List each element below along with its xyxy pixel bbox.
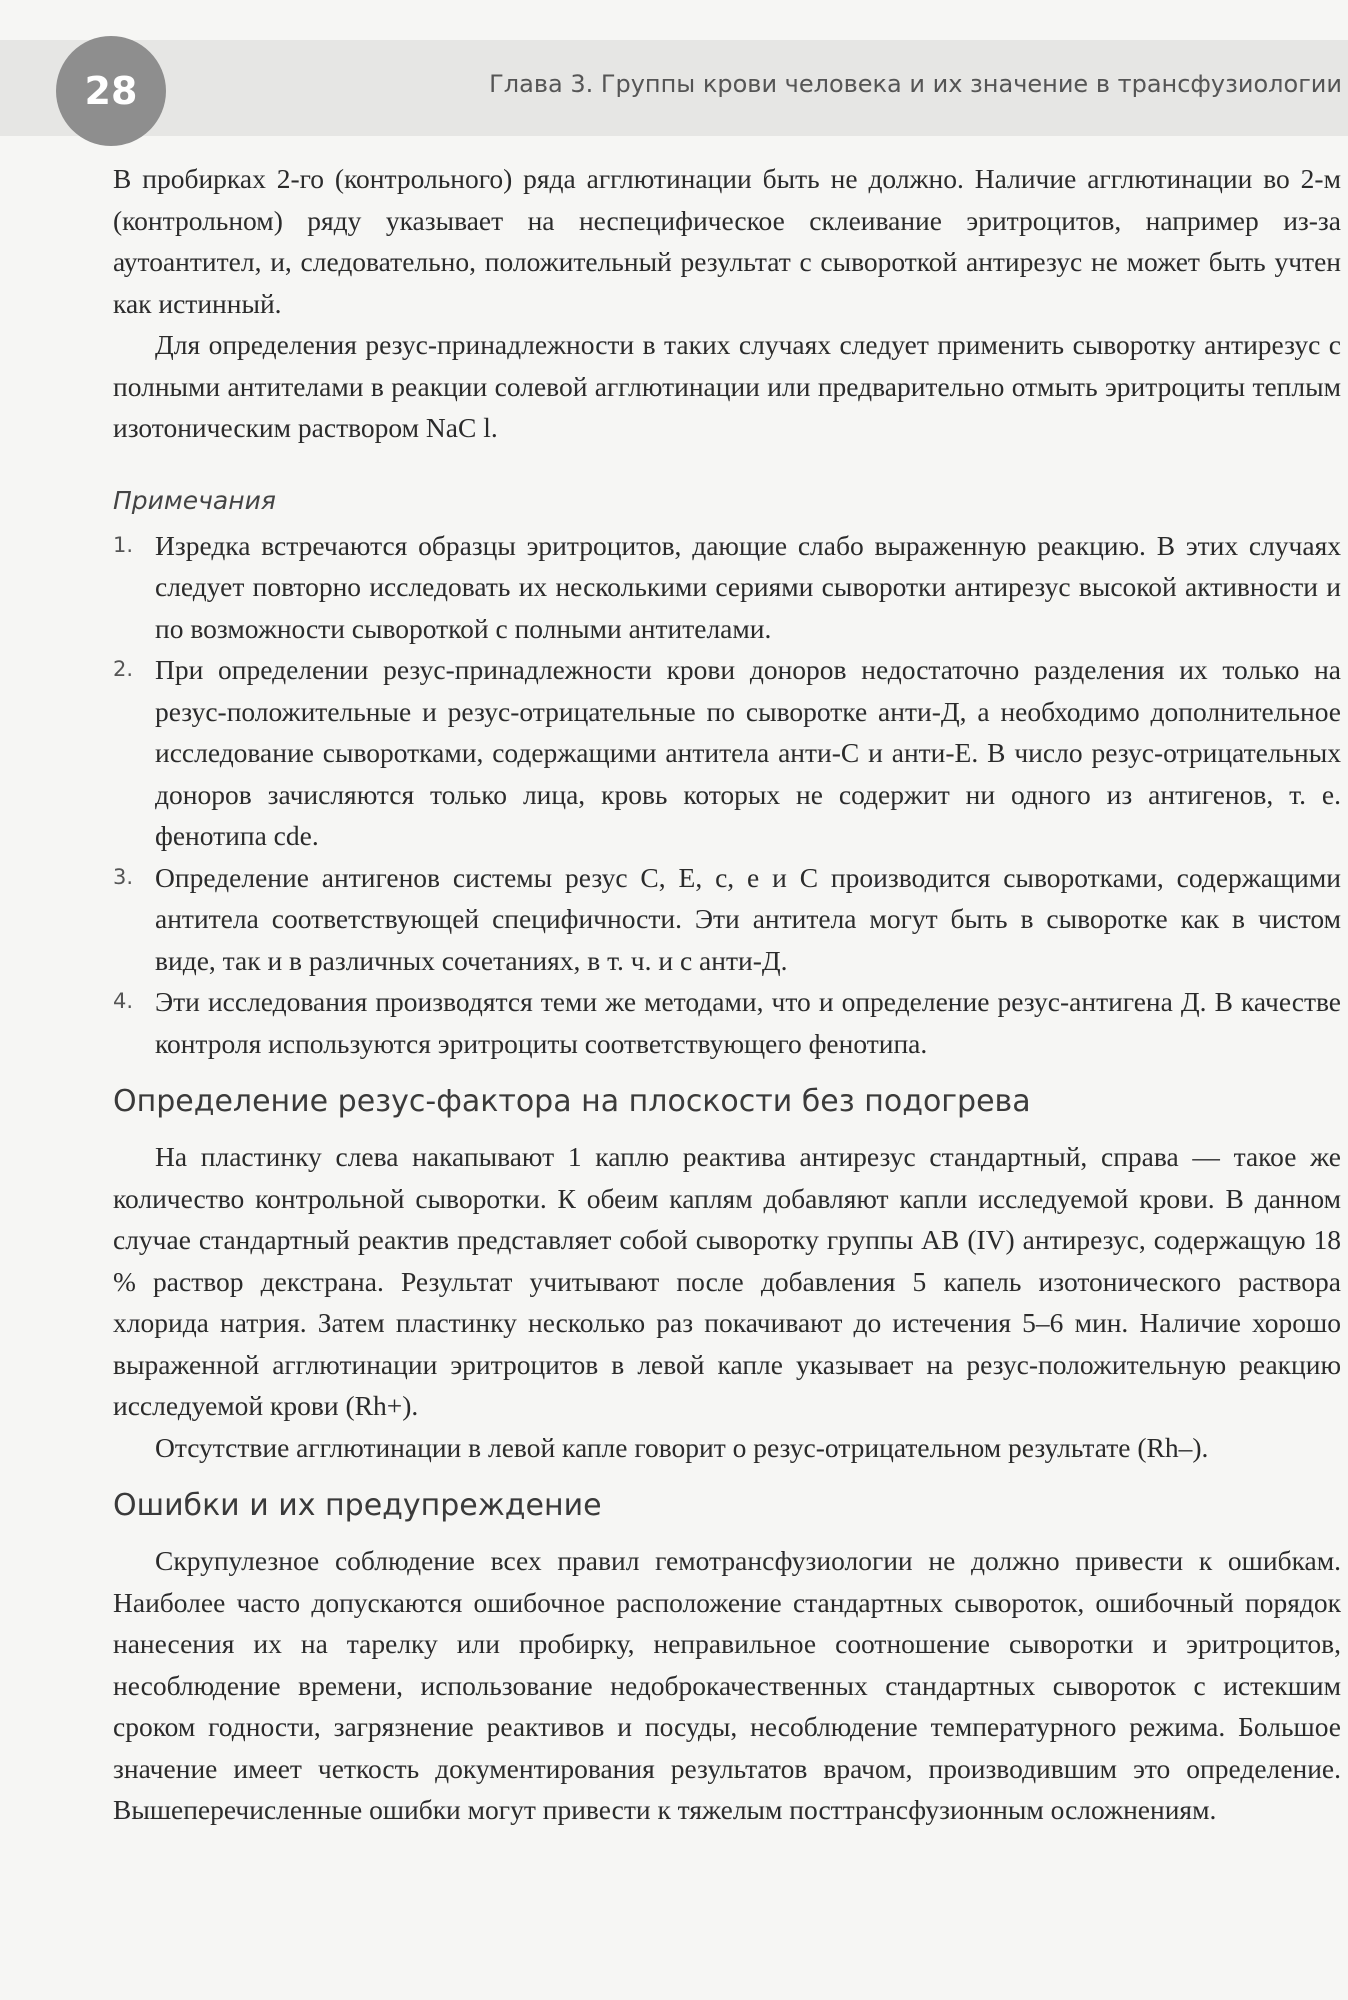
running-title: Глава 3. Группы крови человека и их значение в трансфузиологии <box>489 70 1342 98</box>
note-item <box>113 857 1341 982</box>
notes-list <box>113 525 1341 1065</box>
section-heading-errors: Ошибки и их предупреждение <box>113 1488 602 1523</box>
note-number: 2. <box>113 657 134 681</box>
section-heading-rh-plane: Определение резус-фактора на плоскости без подогрева <box>113 1084 1031 1119</box>
paragraph: Для определения резус-принадлежности в таких случаях следует применить сыворотку антирезус с полными антителами в реакции солевой агглютинации или предварительно отмыть эритроциты теплым изотоническим раствором NaC l. <box>113 329 1341 443</box>
note-text: Изредка встречаются образцы эритроцитов, дающие слабо выраженную реакцию. В этих случаях следует повторно исследовать их несколькими сериями сыворотки антирезус высокой активности и по возможности сывороткой с полными антителами. <box>155 529 1341 644</box>
paragraph: В пробирках 2-го (контрольного) ряда агглютинации быть не должно. Наличие агглютинации во 2-м (контрольном) ряду указывает на неспецифическое склеивание эритроцитов, например из-за аутоантител, и, следовательно, положительный результат с сывороткой антирезус не может быть учтен как истинный. <box>113 163 1341 319</box>
note-item <box>113 525 1341 650</box>
paragraph: Отсутствие агглютинации в левой капле говорит о резус-отрицательном результате (Rh–). <box>155 1431 1209 1463</box>
page-number: 28 <box>56 36 166 146</box>
paragraph: На пластинку слева накапывают 1 каплю реактива антирезус стандартный, справа — такое же количество контрольной сыворотки. К обеим каплям добавляют капли исследуемой крови. В данном случае стандартный реактив представляет собой сыворотку группы АВ (IV) антирезус, содержащую 18 % раствор декстрана. Результат учитывают после добавления 5 капель изотонического раствора хлорида натрия. Затем пластинку несколько раз покачивают до истечения 5–6 мин. Наличие хорошо выраженной агглютинации эритроцитов в левой капле указывает на резус-положительную реакцию исследуемой крови (Rh+). <box>113 1141 1341 1421</box>
note-item <box>113 649 1341 857</box>
note-text: Определение антигенов системы резус С, Е, с, е и С производится сыворотками, содержащими антитела соответствующей специфичности. Эти антитела могут быть в сыворотке как в чистом виде, так и в различных сочетаниях, в т. ч. и с анти-Д. <box>155 861 1341 976</box>
note-text: Эти исследования производятся теми же методами, что и определение резус-антигена Д. В качестве контроля используются эритроциты соответствующего фенотипа. <box>155 986 1341 1059</box>
paragraph: Скрупулезное соблюдение всех правил гемотрансфузиологии не должно привести к ошибкам. Наиболее часто допускаются ошибочное расположение стандартных сывороток, ошибочный порядок нанесения их на тарелку или пробирку, неправильное соотношение сыворотки и эритроцитов, несоблюдение времени, использование недоброкачественных стандартных сывороток с истекшим сроком годности, загрязнение реактивов и посуды, несоблюдение температурного режима. Большое значение имеет четкость документирования результатов врачом, производившим это определение. Вышеперечисленные ошибки могут привести к тяжелым посттрансфузионным осложнениям. <box>113 1545 1341 1825</box>
page-body <box>113 158 1341 1831</box>
note-text: При определении резус-принадлежности крови доноров недостаточно разделения их только на резус-положительные и резус-отрицательные по сыворотке анти-Д, а необходимо дополнительное исследование сыворотками, содержащими антитела анти-С и анти-Е. В число резус-отрицательных доноров зачисляются только лица, кровь которых не содержит ни одного из антигенов, т. е. фенотипа cde. <box>155 654 1341 851</box>
note-number: 4. <box>113 989 134 1013</box>
note-number: 1. <box>113 532 134 557</box>
note-item <box>113 981 1341 1064</box>
note-number: 3. <box>113 864 134 889</box>
notes-title: Примечания <box>113 485 276 515</box>
